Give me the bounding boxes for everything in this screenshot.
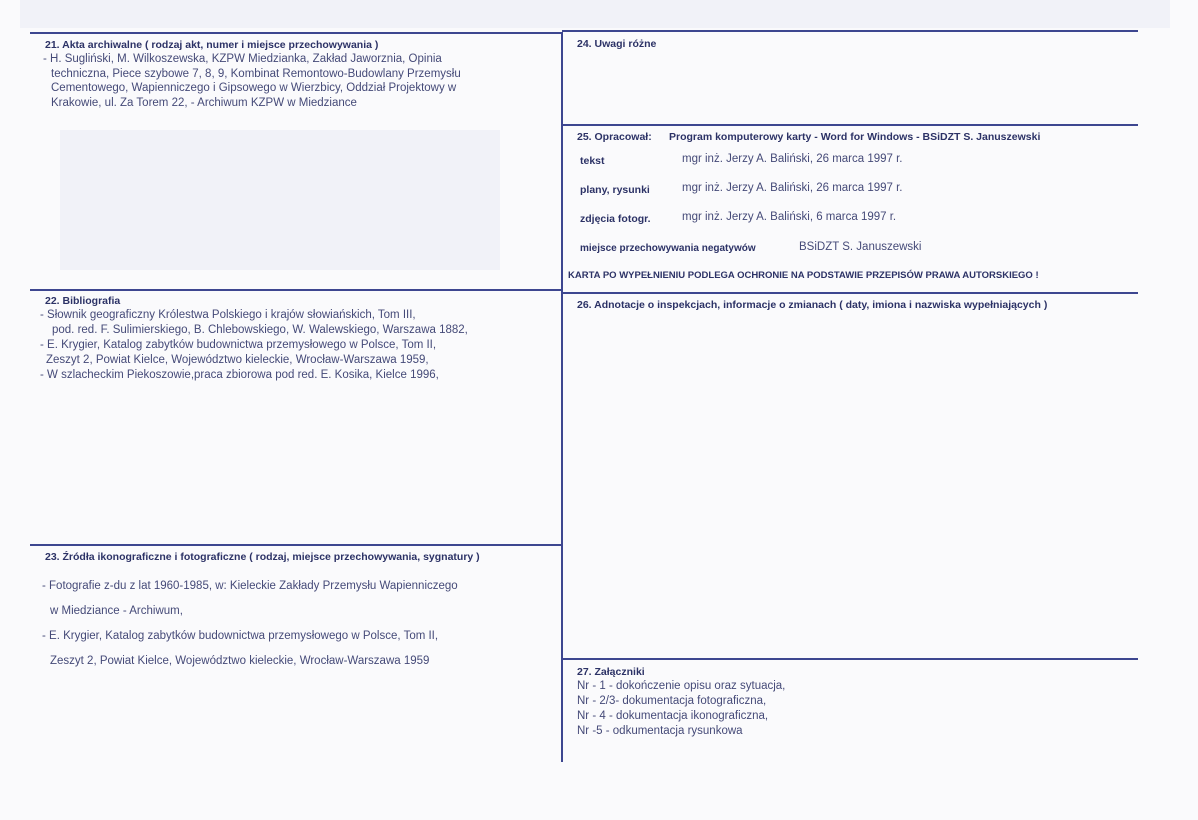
s21-header: 21. Akta archiwalne ( rodzaj akt, numer i miejsce przechowywania ): [45, 39, 379, 51]
s27-line: Nr - 2/3- dokumentacja fotograficzna,: [577, 695, 767, 707]
s21-line: Krakowie, ul. Za Torem 22, - Archiwum KZPW w Miedziance: [51, 96, 357, 109]
s25-negatives-label: miejsce przechowywania negatywów: [580, 243, 756, 254]
s22-line: - W szlacheckim Piekoszowie,praca zbiorowa pod red. E. Kosika, Kielce 1996,: [40, 369, 439, 381]
s24-header: 24. Uwagi różne: [577, 38, 657, 50]
s21-line: techniczna, Piece szybowe 7, 8, 9, Kombinat Remontowo-Budowlany Przemysłu: [51, 67, 461, 80]
s25-label-plans: plany, rysunki: [580, 184, 650, 196]
s27-line: Nr - 4 - dokumentacja ikonograficzna,: [577, 710, 769, 722]
s27-line: Nr -5 - odkumentacja rysunkowa: [577, 725, 743, 737]
s23-line: w Miedziance - Archiwum,: [50, 605, 183, 617]
divider-s23-top: [30, 544, 562, 546]
s23-text: [42, 574, 458, 674]
s27-text: [577, 679, 785, 739]
divider-top-left: [30, 32, 562, 34]
copyright-notice: KARTA PO WYPEŁNIENIU PODLEGA OCHRONIE NA PODSTAWIE PRZEPISÓW PRAWA AUTORSKIEGO !: [568, 270, 1039, 281]
divider-top-right: [562, 30, 1138, 32]
s25-value-text: mgr inż. Jerzy A. Baliński, 26 marca 1997 r.: [682, 153, 903, 165]
s25-header: 25. Opracował:: [577, 131, 652, 143]
s26-header: 26. Adnotacje o inspekcjach, informacje o zmianach ( daty, imiona i nazwiska wypełniających ): [577, 299, 1048, 311]
s23-header: 23. Źródła ikonograficzne i fotograficzne ( rodzaj, miejsce przechowywania, sygnatury ): [45, 551, 480, 563]
s22-line: Zeszyt 2, Powiat Kielce, Województwo kieleckie, Wrocław-Warszawa 1959,: [46, 354, 429, 366]
s21-line: Cementowego, Wapienniczego i Gipsowego w Wierzbicy, Oddział Projektowy w: [51, 82, 457, 94]
s25-program: Program komputerowy karty - Word for Windows - BSiDZT S. Januszewski: [669, 131, 1041, 143]
s25-label-text: tekst: [580, 155, 605, 167]
bleed-through-top: [20, 0, 1170, 28]
s25-value-plans: mgr inż. Jerzy A. Baliński, 26 marca 1997 r.: [682, 182, 903, 194]
s22-header: 22. Bibliografia: [45, 295, 121, 307]
s23-line: Zeszyt 2, Powiat Kielce, Województwo kieleckie, Wrocław-Warszawa 1959: [50, 655, 430, 667]
s22-line: pod. red. F. Sulimierskiego, B. Chlebowskiego, W. Walewskiego, Warszawa 1882,: [52, 324, 468, 336]
s27-line: Nr - 1 - dokończenie opisu oraz sytuacja,: [577, 680, 786, 692]
s27-header: 27. Załączniki: [577, 666, 645, 678]
s25-label-photos: zdjęcia fotogr.: [580, 213, 651, 225]
s22-line: - Słownik geograficzny Królestwa Polskiego i krajów słowiańskich, Tom III,: [40, 309, 416, 321]
s21-line: - H. Sugliński, M. Wilkoszewska, KZPW Miedzianka, Zakład Jaworznia, Opinia: [43, 53, 442, 65]
s23-line: - Fotografie z-du z lat 1960-1985, w: Kieleckie Zakłady Przemysłu Wapienniczego: [42, 580, 458, 592]
s23-line: - E. Krygier, Katalog zabytków budownictwa przemysłowego w Polsce, Tom II,: [42, 630, 439, 642]
s22-line: - E. Krygier, Katalog zabytków budownictwa przemysłowego w Polsce, Tom II,: [40, 339, 437, 351]
s22-text: [40, 308, 468, 383]
bleed-through-left: [60, 130, 500, 270]
s25-negatives-value: BSiDZT S. Januszewski: [799, 241, 922, 253]
s21-text: [43, 52, 461, 110]
divider-s27-top: [562, 658, 1138, 660]
divider-center: [561, 32, 563, 762]
divider-s26-top: [562, 292, 1138, 294]
divider-s22-top: [30, 289, 562, 291]
divider-s25-top: [562, 124, 1138, 126]
s25-value-photos: mgr inż. Jerzy A. Baliński, 6 marca 1997 r.: [682, 211, 897, 223]
